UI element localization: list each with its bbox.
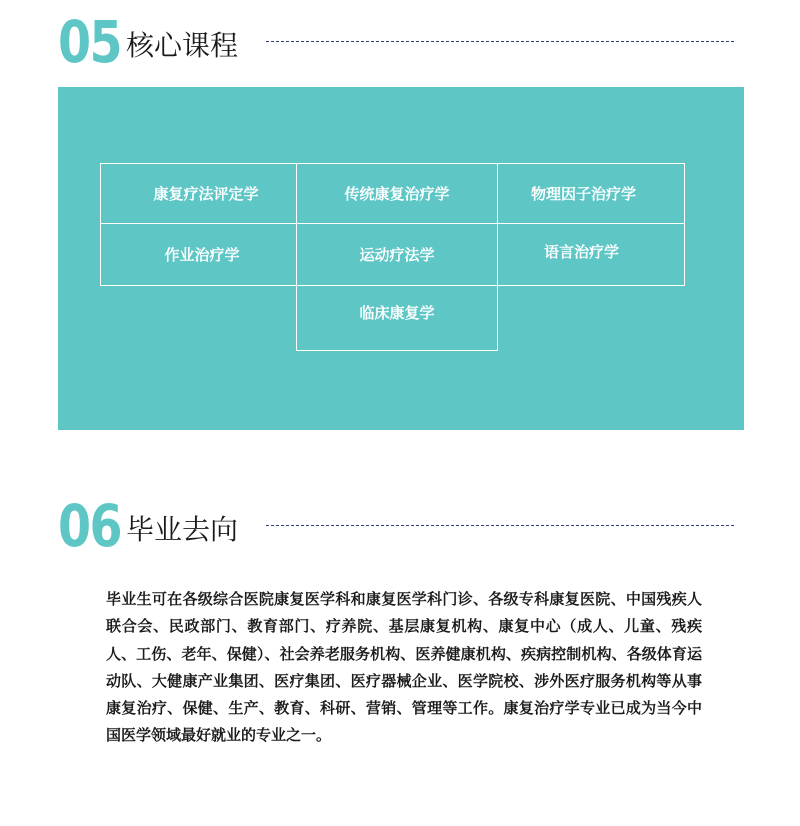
core-courses-panel — [58, 87, 744, 430]
course-cell: 康复疗法评定学 — [153, 184, 259, 203]
section-heading-core-courses — [58, 8, 748, 76]
course-cell: 传统康复治疗学 — [344, 184, 450, 203]
course-cell: 作业治疗学 — [164, 246, 240, 264]
grid-line — [296, 350, 497, 351]
grid-line — [684, 163, 685, 286]
courses-grid — [100, 163, 685, 353]
course-cell: 语言治疗学 — [543, 243, 619, 261]
section-number: 06 — [58, 492, 121, 560]
dashed-divider — [266, 525, 734, 526]
course-cell: 运动疗法学 — [359, 246, 435, 264]
course-cell: 物理因子治疗学 — [530, 184, 636, 203]
section-heading-career — [58, 492, 748, 560]
career-paragraph: 毕业生可在各级综合医院康复医学科和康复医学科门诊、各级专科康复医院、中国残疾人联合会、民政部门、教育部门、疗养院、基层康复机构、康复中心（成人、儿童、残疾人、工伤、老年、保健）、社会养老服务机构、医养健康机构、疾病控制机构、各级体育运动队、大健康产业集团、医疗集团、医疗器械企业、医学院校、涉外医疗服务机构等从事康复治疗、保健、生产、教育、科研、营销、管理等工作。康复治疗学专业已成为当今中国医学领域最好就业的专业之一。 — [106, 590, 702, 745]
grid-line — [100, 163, 101, 286]
course-cell: 临床康复学 — [359, 303, 435, 322]
section-title: 毕业去向 — [126, 513, 239, 546]
section-number: 05 — [58, 8, 121, 76]
section-title: 核心课程 — [126, 29, 239, 62]
dashed-divider — [266, 41, 734, 42]
